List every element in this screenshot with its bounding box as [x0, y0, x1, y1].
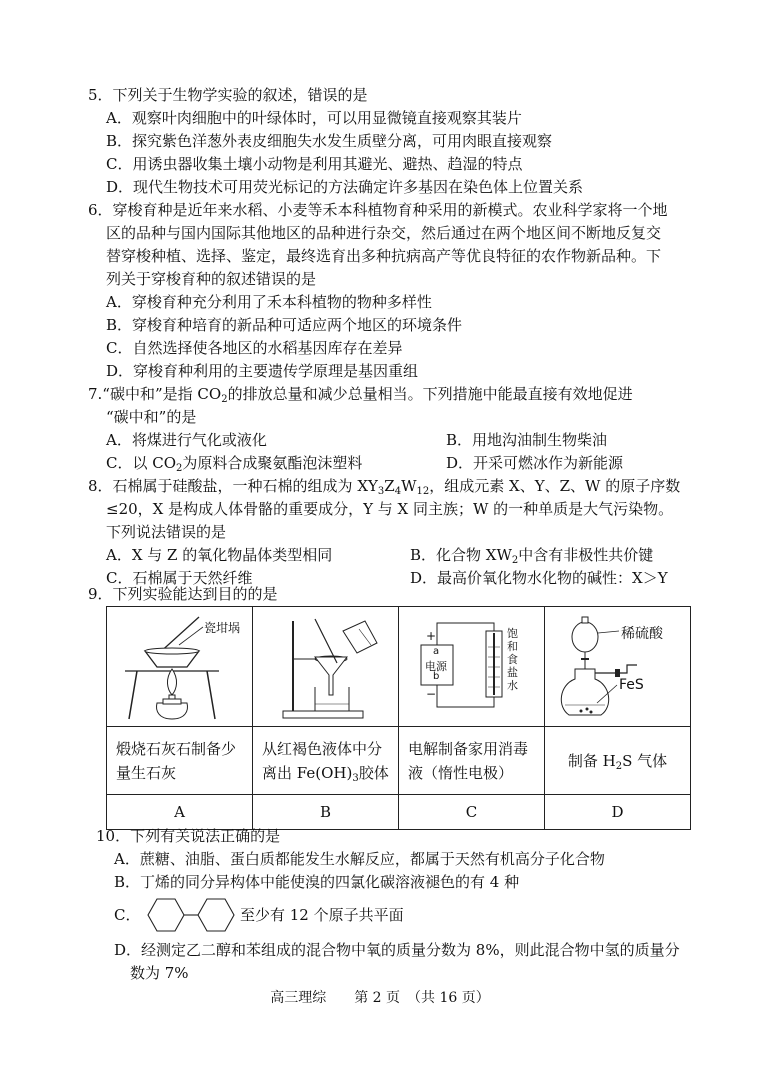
- q7-option-b: B．用地沟油制生物柴油: [446, 431, 608, 449]
- q6-option-b: B．穿梭育种培育的新品种可适应两个地区的环境条件: [106, 316, 463, 334]
- q8-stem-line2: ≤20，X 是构成人体骨骼的重要成分，Y 与 X 同主族；W 的一种单质是大气污染物。: [106, 500, 674, 518]
- h2s-generator-diagram: [545, 607, 690, 726]
- fes-label: FeS: [619, 677, 644, 693]
- diagram-d-cell: [545, 607, 691, 727]
- q6-option-d: D．穿梭育种利用的主要遗传学原理是基因重组: [106, 362, 419, 380]
- acid-label: 稀硫酸: [621, 626, 663, 642]
- q8-stem-line3: 下列说法错误的是: [106, 523, 227, 541]
- q6-stem-line1: 6．穿梭育种是近年来水稻、小麦等禾本科植物育种采用的新模式。农业科学家将一个地: [88, 201, 668, 219]
- q5-option-d: D．现代生物技术可用荧光标记的方法确定许多基因在染色体上位置关系: [106, 178, 584, 196]
- option-label-d: D: [545, 795, 691, 830]
- crucible-label: 瓷坩埚: [204, 621, 241, 635]
- caption-b: 从红褐色液体中分 离出 $Fe(OH)_3$胶体: [253, 727, 399, 795]
- q9-stem: 9．下列实验能达到目的的是: [88, 585, 278, 603]
- q5-option-a: A．观察叶肉细胞中的叶绿体时，可以用显微镜直接观察其装片: [106, 109, 522, 127]
- q10-option-d-line1: D．经测定乙二醇和苯组成的混合物中氧的质量分数为 8%，则此混合物中氢的质量分: [114, 941, 680, 959]
- q6-stem-line4: 列关于穿梭育种的叙述错误的是: [106, 270, 317, 288]
- biphenyl-structure: [142, 896, 242, 934]
- q7-option-d: D．开采可燃冰作为新能源: [446, 454, 624, 472]
- q10-option-b: B．丁烯的同分异构体中能使溴的四氯化碳溶液褪色的有 4 种: [114, 873, 520, 891]
- brine-label: 饱和食盐水: [507, 627, 518, 692]
- minus-sign: −: [426, 687, 437, 701]
- q6-stem-line2: 区的品种与国内国际其他地区的品种进行杂交，然后通过在两个地区间不断地反复交: [106, 224, 662, 242]
- q6-option-c: C．自然选择使各地区的水稻基因库存在差异: [106, 339, 403, 357]
- q5-option-c: C．用诱虫器收集土壤小动物是利用其避光、避热、趋湿的特点: [106, 155, 523, 173]
- power-terminal-b: b: [433, 671, 440, 682]
- q8-option-b: B．化合物 $XW_2$中含有非极性共价键: [410, 546, 654, 566]
- q6-option-a: A．穿梭育种充分利用了禾本科植物的物种多样性: [106, 293, 432, 311]
- experiment-table: [106, 606, 691, 830]
- option-label-a: A: [107, 795, 253, 830]
- q6-stem-line3: 替穿梭种植、选择、鉴定，最终选育出多种抗病高产等优良特征的农作物新品种。下: [106, 247, 662, 265]
- page-footer: 高三理综 第 2 页 （共 16 页）: [270, 990, 490, 1006]
- diagram-a-cell: [107, 607, 253, 727]
- caption-a: 煅烧石灰石制备少 量生石灰: [107, 727, 253, 795]
- q8-option-d: D．最高价氧化物水化物的碱性：X＞Y: [410, 569, 668, 587]
- q10-option-a: A．蔗糖、油脂、蛋白质都能发生水解反应，都属于天然有机高分子化合物: [114, 850, 605, 868]
- q5-stem: 5．下列关于生物学实验的叙述，错误的是: [88, 86, 368, 104]
- plus-sign: +: [426, 629, 437, 643]
- diagram-c-cell: [399, 607, 545, 727]
- q7-stem-line2: “碳中和”的是: [106, 408, 197, 426]
- q7-option-c: C．以 $CO_2$为原料合成聚氨酯泡沫塑料: [106, 454, 363, 474]
- q7-stem-line1: 7.“碳中和”是指 $CO_2$的排放总量和减少总量相当。下列措施中能最直接有效地促进: [88, 385, 633, 405]
- diagram-b-cell: [253, 607, 399, 727]
- q10-option-c-prefix: C．: [114, 906, 141, 924]
- power-label: 电源: [425, 660, 447, 673]
- q10-stem: 10．下列有关说法正确的是: [96, 827, 281, 845]
- q8-option-a: A．X 与 Z 的氧化物晶体类型相同: [106, 546, 333, 564]
- caption-c: 电解制备家用消毒 液（惰性电极）: [399, 727, 545, 795]
- power-terminal-a: a: [433, 646, 440, 657]
- caption-d: 制备 $H_2S$ 气体: [545, 727, 691, 795]
- option-label-b: B: [253, 795, 399, 830]
- q10-option-c-text: 至少有 12 个原子共平面: [240, 906, 404, 924]
- q8-option-c: C．石棉属于天然纤维: [106, 569, 253, 587]
- electrolysis-diagram: [399, 607, 544, 726]
- option-label-c: C: [399, 795, 545, 830]
- q7-option-a: A．将煤进行气化或液化: [106, 431, 267, 449]
- q5-option-b: B．探究紫色洋葱外表皮细胞失水发生质壁分离，可用肉眼直接观察: [106, 132, 553, 150]
- q10-option-d-line2: 数为 7%: [130, 964, 189, 982]
- q8-stem-line1: 8．石棉属于硅酸盐，一种石棉的组成为 $XY_3Z_4W_{12}$，组成元素 X、Y、Z、W 的原子序数: [88, 477, 681, 497]
- filtration-diagram: [253, 607, 398, 726]
